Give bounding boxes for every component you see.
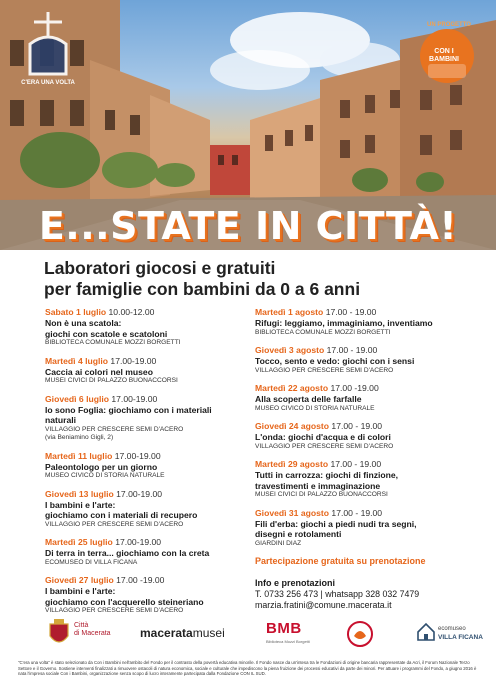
event-date: Sabato 1 luglio [45,307,107,317]
subtitle-line-1: Laboratori giocosi e gratuiti [44,258,276,278]
event-time: 17.00-19.00 [116,488,163,499]
august-events-list [255,307,465,548]
event-title: I bambini e l'arte: giochiamo con l'acquerello steineriano [45,586,204,607]
event-date: Martedì 4 luglio [45,355,109,366]
event-date-line [255,307,465,318]
event-time: 17.00-19.00 [110,355,157,366]
event-time: 17.00 -19.00 [330,383,379,393]
event-date: Martedì 1 agosto [255,307,324,317]
event-date: Martedì 22 agosto [255,383,329,393]
event-title: Caccia ai colori nel museo [45,366,153,377]
event-date: Martedì 11 luglio [45,450,113,461]
event-venue: MUSEI CIVICI DI PALAZZO BUONACCORSI [45,377,178,384]
event-venue: VILLAGGIO PER CRESCERE SEMI D'ACERO [45,520,184,528]
events-column-july [45,307,245,624]
event-date-line [255,508,465,519]
macerata-line: di Macerata [74,630,111,637]
event-date: Martedì 25 luglio [45,537,113,547]
event-time: 17.00 -19.00 [116,575,165,585]
event-item [45,489,245,530]
ecomuseo-house-icon [416,622,436,642]
event-title: I bambini e l'arte: giochiamo con i materiali di recupero [45,499,198,520]
event-date: Giovedì 3 agosto [255,345,325,355]
event-venue: ECOMUSEO DI VILLA FICANA [45,558,138,566]
event-venue: BIBLIOTECA COMUNALE MOZZI BORGETTI [45,339,181,346]
event-venue: VILLAGGIO PER CRESCERE SEMI D'ACERO [255,442,394,450]
event-venue: VILLAGGIO PER CRESCERE SEMI D'ACERO [45,607,184,614]
event-title: Di terra in terra... giochiamo con la creta [45,548,210,558]
event-time: 17.00-19.00 [114,450,161,461]
event-item [45,356,245,386]
event-item [45,575,245,616]
event-title: Non è una scatola: giochi con scatole e scatoloni [45,318,168,339]
event-date: Giovedì 13 luglio [45,488,114,499]
event-time: 17.00 - 19.00 [330,459,382,469]
info-phone: T. 0733 256 473 | whatsapp 328 032 7479 [255,589,420,599]
villa-ficana-label: VILLA FICANA [438,634,483,641]
poster-title: E...STATE IN CITTÀ! [38,204,458,248]
event-time: 17.00 - 19.00 [331,507,383,518]
fineprint-disclaimer: "C'era una volta" è stato selezionato da Con i Bambini nell'ambito del Fondo per il contrasto della povertà educativa minorile. Il Fondo nasce da un'intesa tra le Fondazioni di origine bancaria rappresentate da Acri, il Forum Nazionale Terzo Settore e il Governo. Sostiene interventi finalizzati a rimuovere ostacoli di natura economica, sociale e culturale che impediscono la piena fruizione dei processi educativi da parte dei minori. Per attuare i programmi del Fondo, a giugno 2016 è nata l'impresa sociale Con i Bambini, organizzazione senza scopo di lucro interamente partecipata dalla Fondazione CON IL SUD. [18,660,477,677]
event-time: 10.00-12.00 [108,307,155,317]
event-date-line [45,307,245,318]
info-heading: Info e prenotazioni [255,578,335,588]
event-title: Io sono Foglia: giochiamo con i materiali naturali [45,404,212,425]
event-title: Paleontologo per un giorno [45,461,158,472]
event-time: 17.00 - 19.00 [326,345,378,355]
event-date: Giovedì 6 luglio [45,393,109,404]
musei-bold-text: macerata [140,626,193,640]
event-title: Alla scoperta delle farfalle [255,394,362,404]
event-date-line [255,345,465,356]
event-time: 17.00 - 19.00 [331,421,383,431]
macerata-crest-icon [48,618,70,648]
event-item [255,307,465,337]
semi-dacero-logo-icon [346,620,374,648]
event-title: Tutti in carrozza: giochi di finzione, travestimenti e immaginazione [255,470,399,491]
bmb-logo: BMB [266,620,302,637]
event-item [255,459,465,500]
event-venue: BIBLIOTECA COMUNALE MOZZI BORGETTI [255,328,391,336]
event-venue: VILLAGGIO PER CRESCERE SEMI D'ACERO [255,366,394,374]
event-date-line [45,537,245,548]
logo-con-i-bambini-text: CON I BAMBINI [429,48,459,63]
footer-logos [0,612,496,656]
info-email[interactable]: marzia.fratini@comune.macerata.it [255,600,392,610]
poster-subtitle [44,258,464,300]
event-venue: GIARDINI DIAZ [255,539,302,547]
event-date-line [45,356,245,367]
event-date: Giovedì 31 agosto [255,507,330,518]
event-item [255,383,465,413]
event-venue: MUSEI CIVICI DI PALAZZO BUONACCORSI [255,491,388,498]
logo-cera-una-volta-text: C'ERA UNA VOLTA [21,80,75,86]
event-item [255,508,465,549]
participation-note: Partecipazione gratuita su prenotazione [255,556,426,566]
event-date: Martedì 29 agosto [255,459,329,469]
event-date-line [45,489,245,500]
ecomuseo-label: ecomuseo [438,626,466,632]
event-item [255,421,465,451]
event-venue: MUSEO CIVICO DI STORIA NATURALE [45,472,165,479]
event-address: (via Beniamino Gigli, 2) [45,434,114,441]
macerata-musei-logo [140,626,225,640]
event-item [45,307,245,348]
event-date-line [45,451,245,462]
event-date-line [45,394,245,405]
event-item [45,537,245,567]
event-date-line [255,459,465,470]
event-date-line [255,383,465,394]
event-time: 17.00-19.00 [115,537,162,547]
hero-photo [0,0,496,250]
event-title: Rifugi: leggiamo, immaginiamo, inventiamo [255,318,433,328]
events-column-august [255,307,465,611]
event-date: Giovedì 24 agosto [255,421,330,431]
event-time: 17.00 - 19.00 [325,307,377,317]
city-macerata-logo-text [74,622,111,638]
event-time: 17.00-19.00 [111,393,158,404]
event-item [45,394,245,443]
event-item [255,345,465,375]
event-date-line [45,575,245,586]
bmb-subtitle: Biblioteca Mozzi Borgetti [266,639,310,644]
event-item [45,451,245,481]
event-title: Tocco, sento e vedo: giochi con i sensi [255,356,415,366]
event-date-line [255,421,465,432]
event-venue: MUSEO CIVICO DI STORIA NATURALE [255,404,375,412]
musei-light-text: musei [192,626,225,640]
logo-progetto-text: UN PROGETTO [427,22,471,28]
city-line: Città [74,622,89,629]
subtitle-line-2: per famiglie con bambini da 0 a 6 anni [44,279,361,299]
event-venue: VILLAGGIO PER CRESCERE SEMI D'ACERO [45,425,184,433]
event-title: L'onda: giochi d'acqua e di colori [255,432,391,442]
event-date: Giovedì 27 luglio [45,575,114,585]
event-title: Fili d'erba: giochi a piedi nudi tra segni, disegni e rotolamenti [255,518,417,539]
